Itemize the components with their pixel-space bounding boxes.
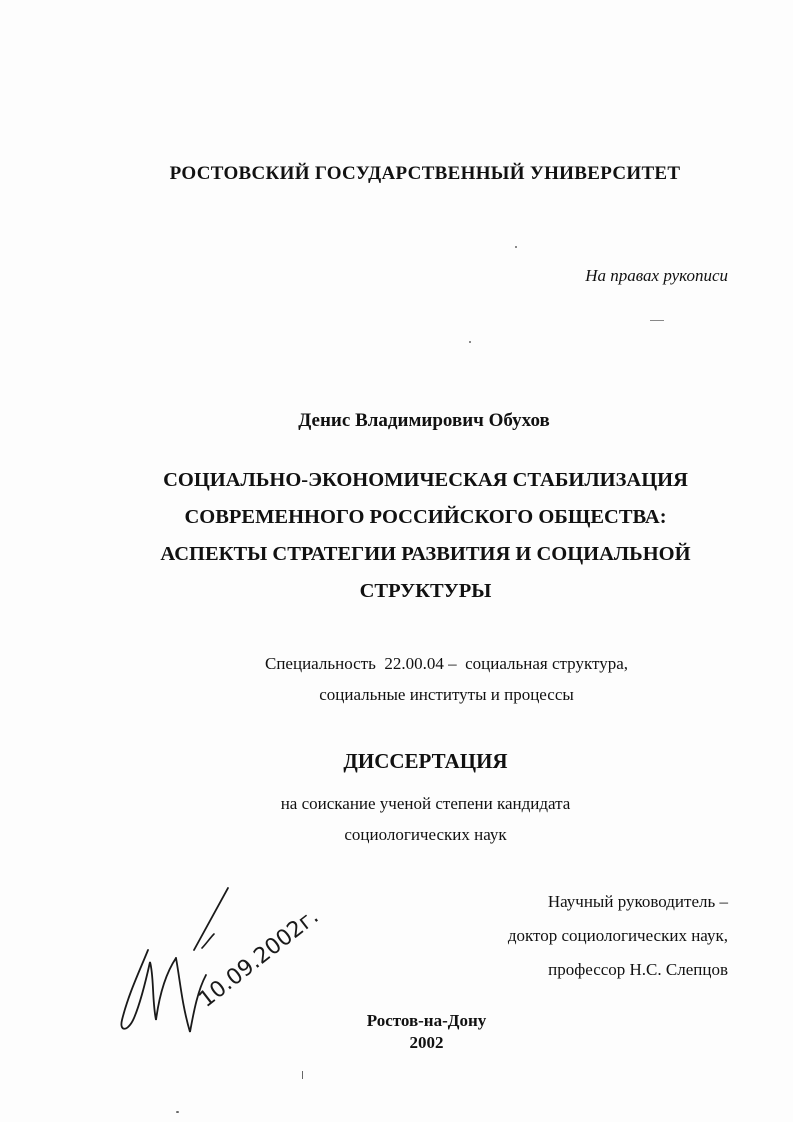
signature-stroke — [202, 934, 214, 948]
advisor-line: доктор социологических наук, — [507, 926, 728, 945]
dissertation-heading: ДИССЕРТАЦИЯ — [343, 749, 508, 773]
degree-line: социологических наук — [344, 825, 507, 844]
title-line: АСПЕКТЫ СТРАТЕГИИ РАЗВИТИЯ И СОЦИАЛЬНОЙ — [160, 543, 691, 565]
title-line: СОВРЕМЕННОГО РОССИЙСКОГО ОБЩЕСТВА: — [184, 506, 667, 528]
advisor-block — [508, 885, 728, 987]
year: 2002 — [409, 1033, 444, 1052]
specialty-block — [0, 648, 793, 710]
title-line: СТРУКТУРЫ — [359, 580, 492, 602]
scan-speck — [469, 341, 471, 343]
university-name: РОСТОВСКИЙ ГОСУДАРСТВЕННЫЙ УНИВЕРСИТЕТ — [169, 163, 681, 184]
specialty-line: социальные институты и процессы — [319, 685, 574, 704]
scan-speck — [302, 1071, 303, 1079]
specialty-line: Специальность 22.00.04 – социальная структура, — [265, 654, 628, 673]
city: Ростов-на-Дону — [366, 1011, 487, 1030]
advisor-line: профессор Н.С. Слепцов — [548, 960, 728, 979]
handwritten-date: 10.09.2002г. — [194, 904, 324, 1013]
title-line: СОЦИАЛЬНО-ЭКОНОМИЧЕСКАЯ СТАБИЛИЗАЦИЯ — [163, 469, 688, 491]
rights-note: На правах рукописи — [585, 266, 728, 285]
advisor-line: Научный руководитель – — [547, 892, 728, 911]
scan-speck — [650, 320, 664, 321]
dissertation-title — [0, 462, 793, 610]
degree-block — [0, 788, 793, 850]
degree-line: на соискание ученой степени кандидата — [280, 794, 571, 813]
signature-stroke — [194, 888, 228, 950]
publication-footer — [0, 1010, 793, 1054]
scan-speck — [515, 246, 517, 248]
author-name: Денис Владимирович Обухов — [298, 410, 550, 431]
scan-speck — [176, 1111, 179, 1113]
